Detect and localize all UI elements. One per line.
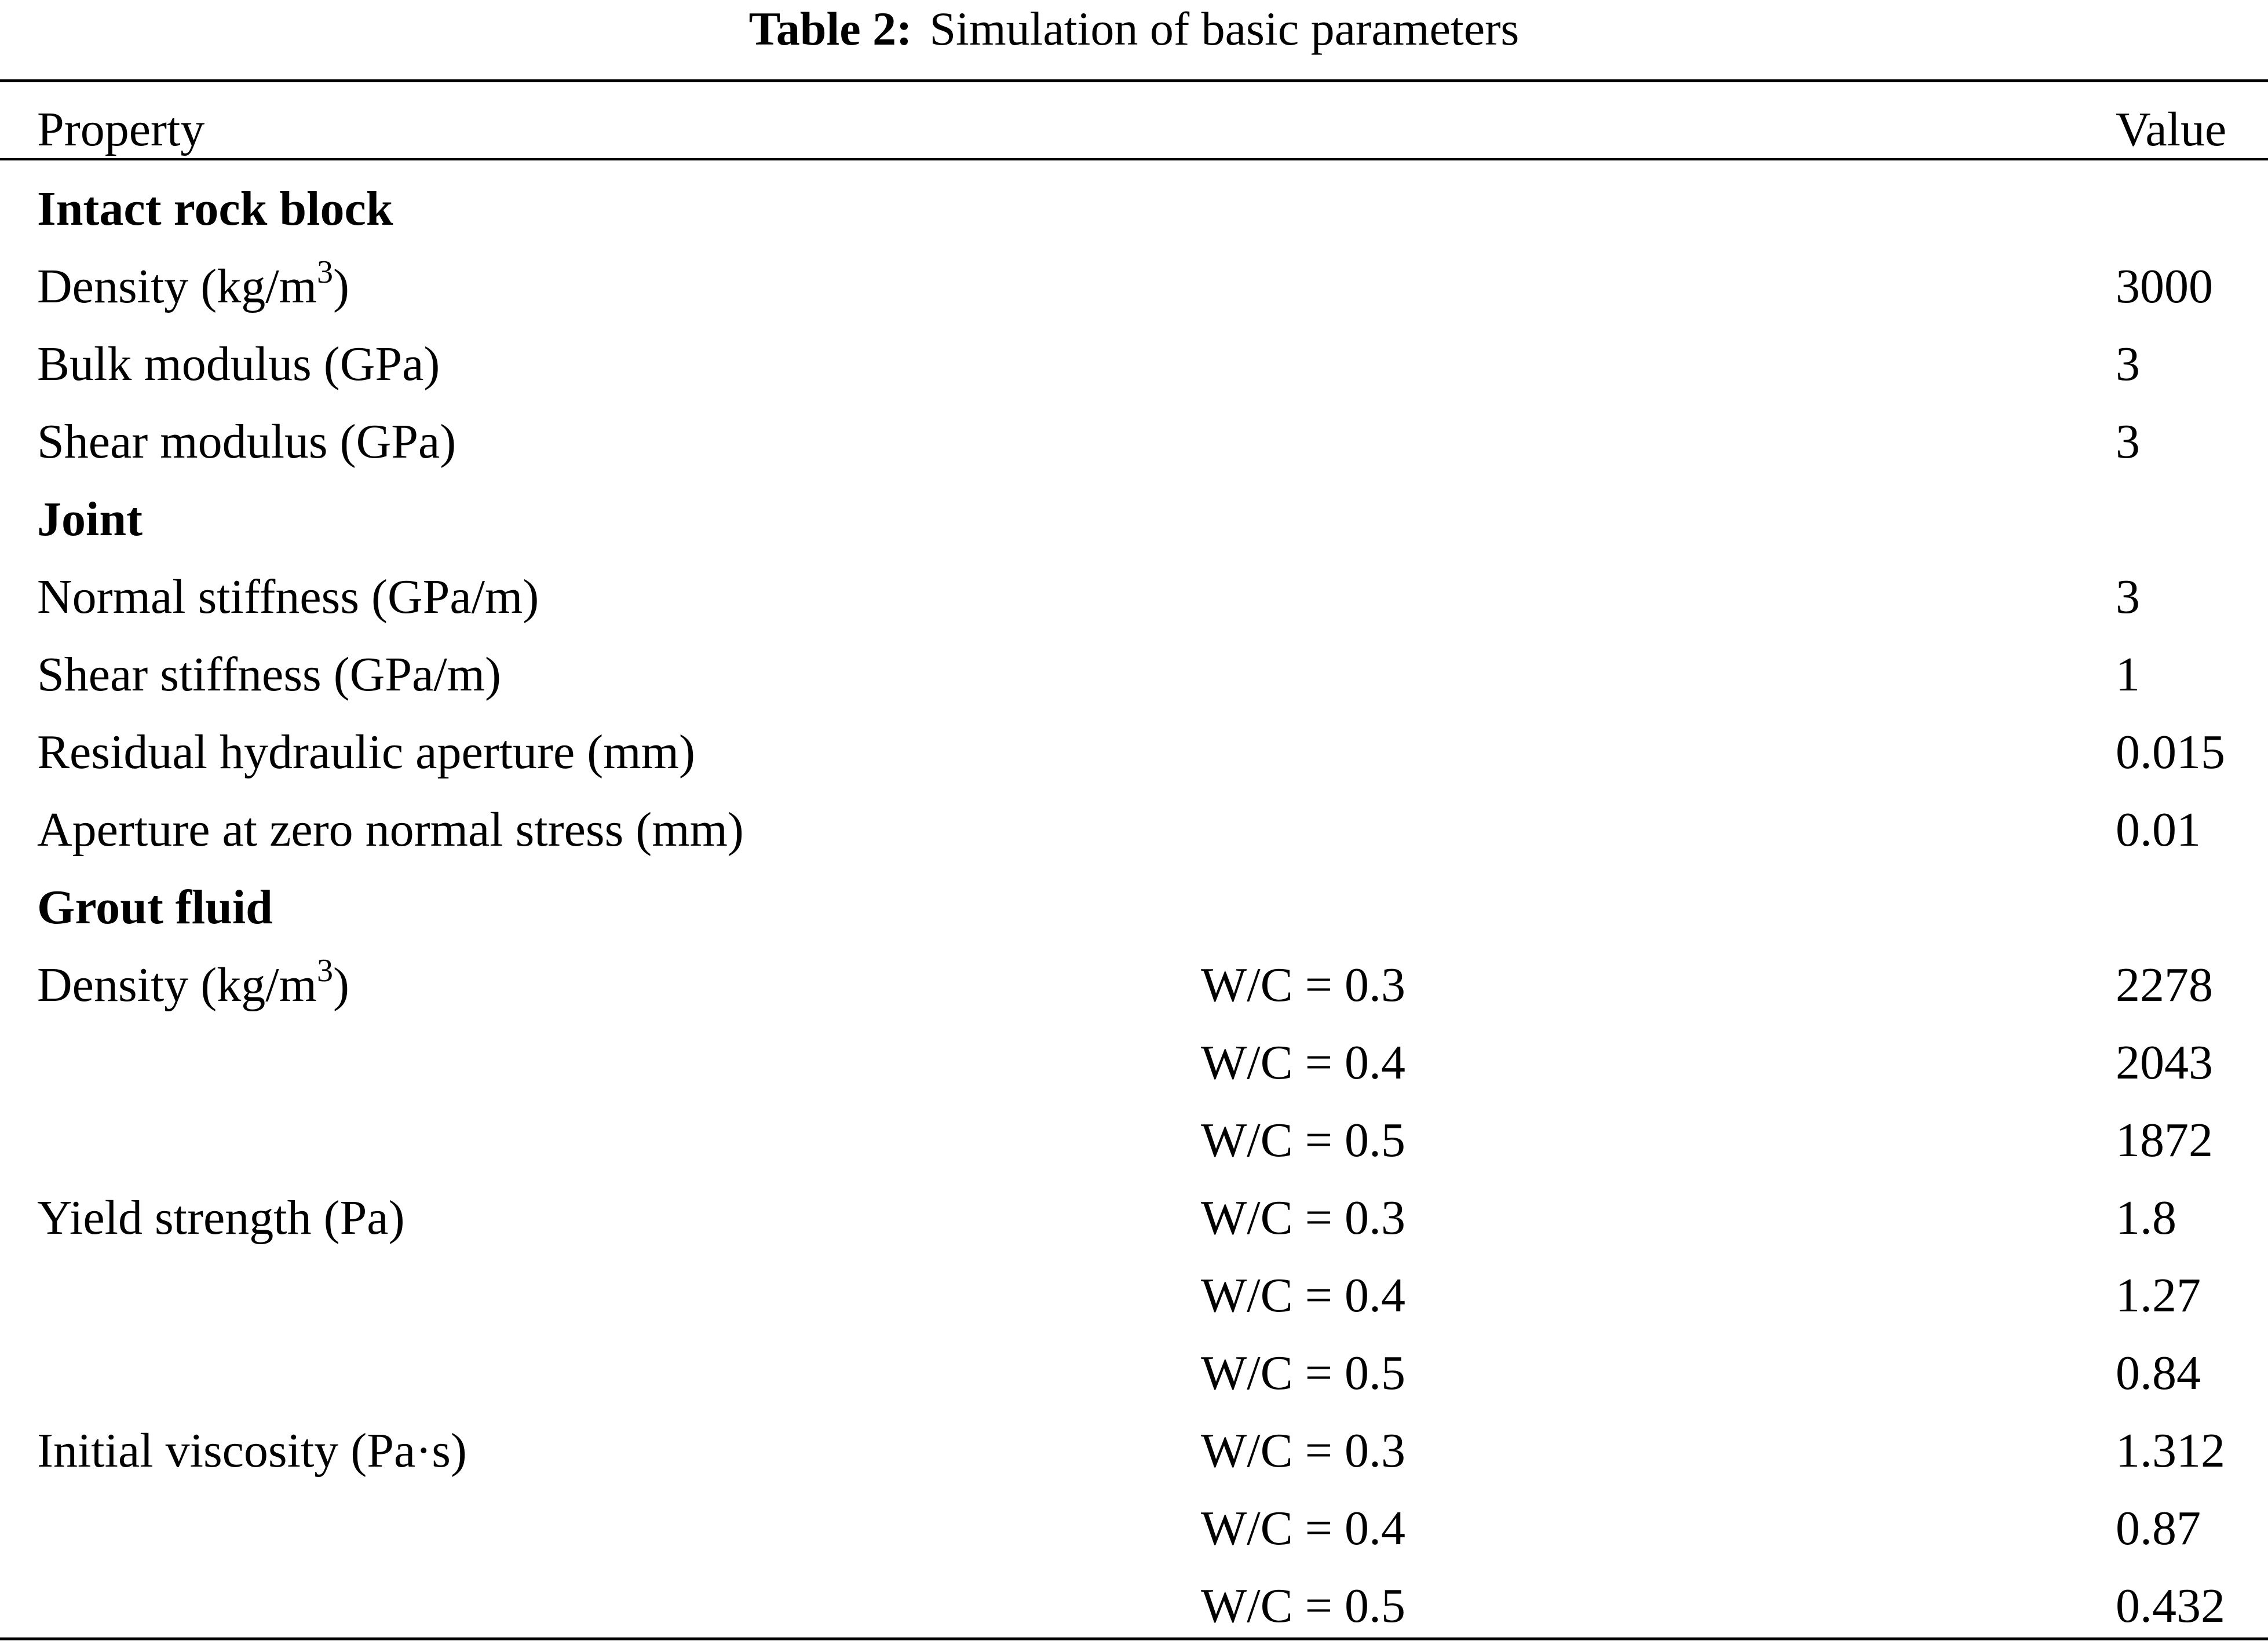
value-cell: 1.312 bbox=[2116, 1424, 2225, 1478]
condition-cell: W/C = 0.3 bbox=[1201, 1424, 1406, 1478]
value-cell: 1 bbox=[2116, 648, 2140, 701]
condition-cell: W/C = 0.5 bbox=[1201, 1346, 1406, 1400]
property-cell: Normal stiffness (GPa/m) bbox=[37, 570, 539, 624]
condition-cell: W/C = 0.4 bbox=[1201, 1036, 1406, 1090]
value-cell: 0.015 bbox=[2116, 725, 2225, 779]
value-cell: 3 bbox=[2116, 570, 2140, 624]
section-row-intact bbox=[0, 170, 2268, 248]
value-cell: 2278 bbox=[2116, 958, 2213, 1012]
table-row bbox=[0, 1024, 2268, 1102]
table-row bbox=[0, 1335, 2268, 1412]
value-cell: 0.87 bbox=[2116, 1501, 2201, 1555]
value-cell: 3 bbox=[2116, 337, 2140, 391]
top-rule bbox=[0, 79, 2268, 82]
table-row bbox=[0, 1412, 2268, 1490]
condition-cell: W/C = 0.3 bbox=[1201, 958, 1406, 1012]
property-cell: Density $(kg/m^3)$ bbox=[37, 953, 349, 1012]
section-row-joint bbox=[0, 481, 2268, 558]
bottom-rule bbox=[0, 1637, 2268, 1640]
value-cell: 0.84 bbox=[2116, 1346, 2201, 1400]
table-row bbox=[0, 1102, 2268, 1179]
table-row bbox=[0, 248, 2268, 326]
property-cell: Yield strength (Pa) bbox=[37, 1191, 405, 1245]
header-rule bbox=[0, 158, 2268, 160]
property-cell: Bulk modulus (GPa) bbox=[37, 337, 440, 391]
property-cell: Aperture at zero normal stress (mm) bbox=[37, 803, 744, 857]
value-cell: 1.27 bbox=[2116, 1269, 2201, 1322]
header-property: Property bbox=[37, 103, 205, 156]
property-cell: Shear modulus (GPa) bbox=[37, 415, 456, 469]
caption-label: Table 2: bbox=[748, 2, 912, 55]
value-cell: 0.432 bbox=[2116, 1579, 2225, 1633]
table-row bbox=[0, 714, 2268, 791]
table-row bbox=[0, 946, 2268, 1024]
value-cell: 3 bbox=[2116, 415, 2140, 469]
table-caption bbox=[0, 0, 2268, 58]
section-row-grout bbox=[0, 869, 2268, 946]
condition-cell: W/C = 0.5 bbox=[1201, 1579, 1406, 1633]
value-cell: 3000 bbox=[2116, 259, 2213, 313]
condition-cell: W/C = 0.4 bbox=[1201, 1501, 1406, 1555]
condition-cell: W/C = 0.5 bbox=[1201, 1113, 1406, 1167]
table-row bbox=[0, 558, 2268, 636]
table-row bbox=[0, 326, 2268, 403]
section-title: Joint bbox=[37, 492, 143, 546]
table-row bbox=[0, 1567, 2268, 1645]
property-cell: Density $(kg/m^3)$ bbox=[37, 254, 349, 313]
value-cell: 1.8 bbox=[2116, 1191, 2176, 1245]
table-row bbox=[0, 791, 2268, 869]
property-cell: Residual hydraulic aperture (mm) bbox=[37, 725, 695, 779]
caption-text: Simulation of basic parameters bbox=[929, 2, 1520, 55]
value-cell: 1872 bbox=[2116, 1113, 2213, 1167]
table-row bbox=[0, 403, 2268, 481]
table-row bbox=[0, 636, 2268, 714]
condition-cell: W/C = 0.4 bbox=[1201, 1269, 1406, 1322]
header-value: Value bbox=[2116, 103, 2227, 156]
value-cell: 2043 bbox=[2116, 1036, 2213, 1090]
table-row bbox=[0, 1490, 2268, 1567]
table-row bbox=[0, 1179, 2268, 1257]
condition-cell: W/C = 0.3 bbox=[1201, 1191, 1406, 1245]
property-cell: Shear stiffness (GPa/m) bbox=[37, 648, 501, 701]
section-title: Grout fluid bbox=[37, 880, 273, 934]
property-cell: Initial viscosity (Pa·s) bbox=[37, 1424, 467, 1478]
table-header-row bbox=[0, 91, 2268, 169]
section-title: Intact rock block bbox=[37, 182, 393, 236]
table-row bbox=[0, 1257, 2268, 1335]
value-cell: 0.01 bbox=[2116, 803, 2201, 857]
